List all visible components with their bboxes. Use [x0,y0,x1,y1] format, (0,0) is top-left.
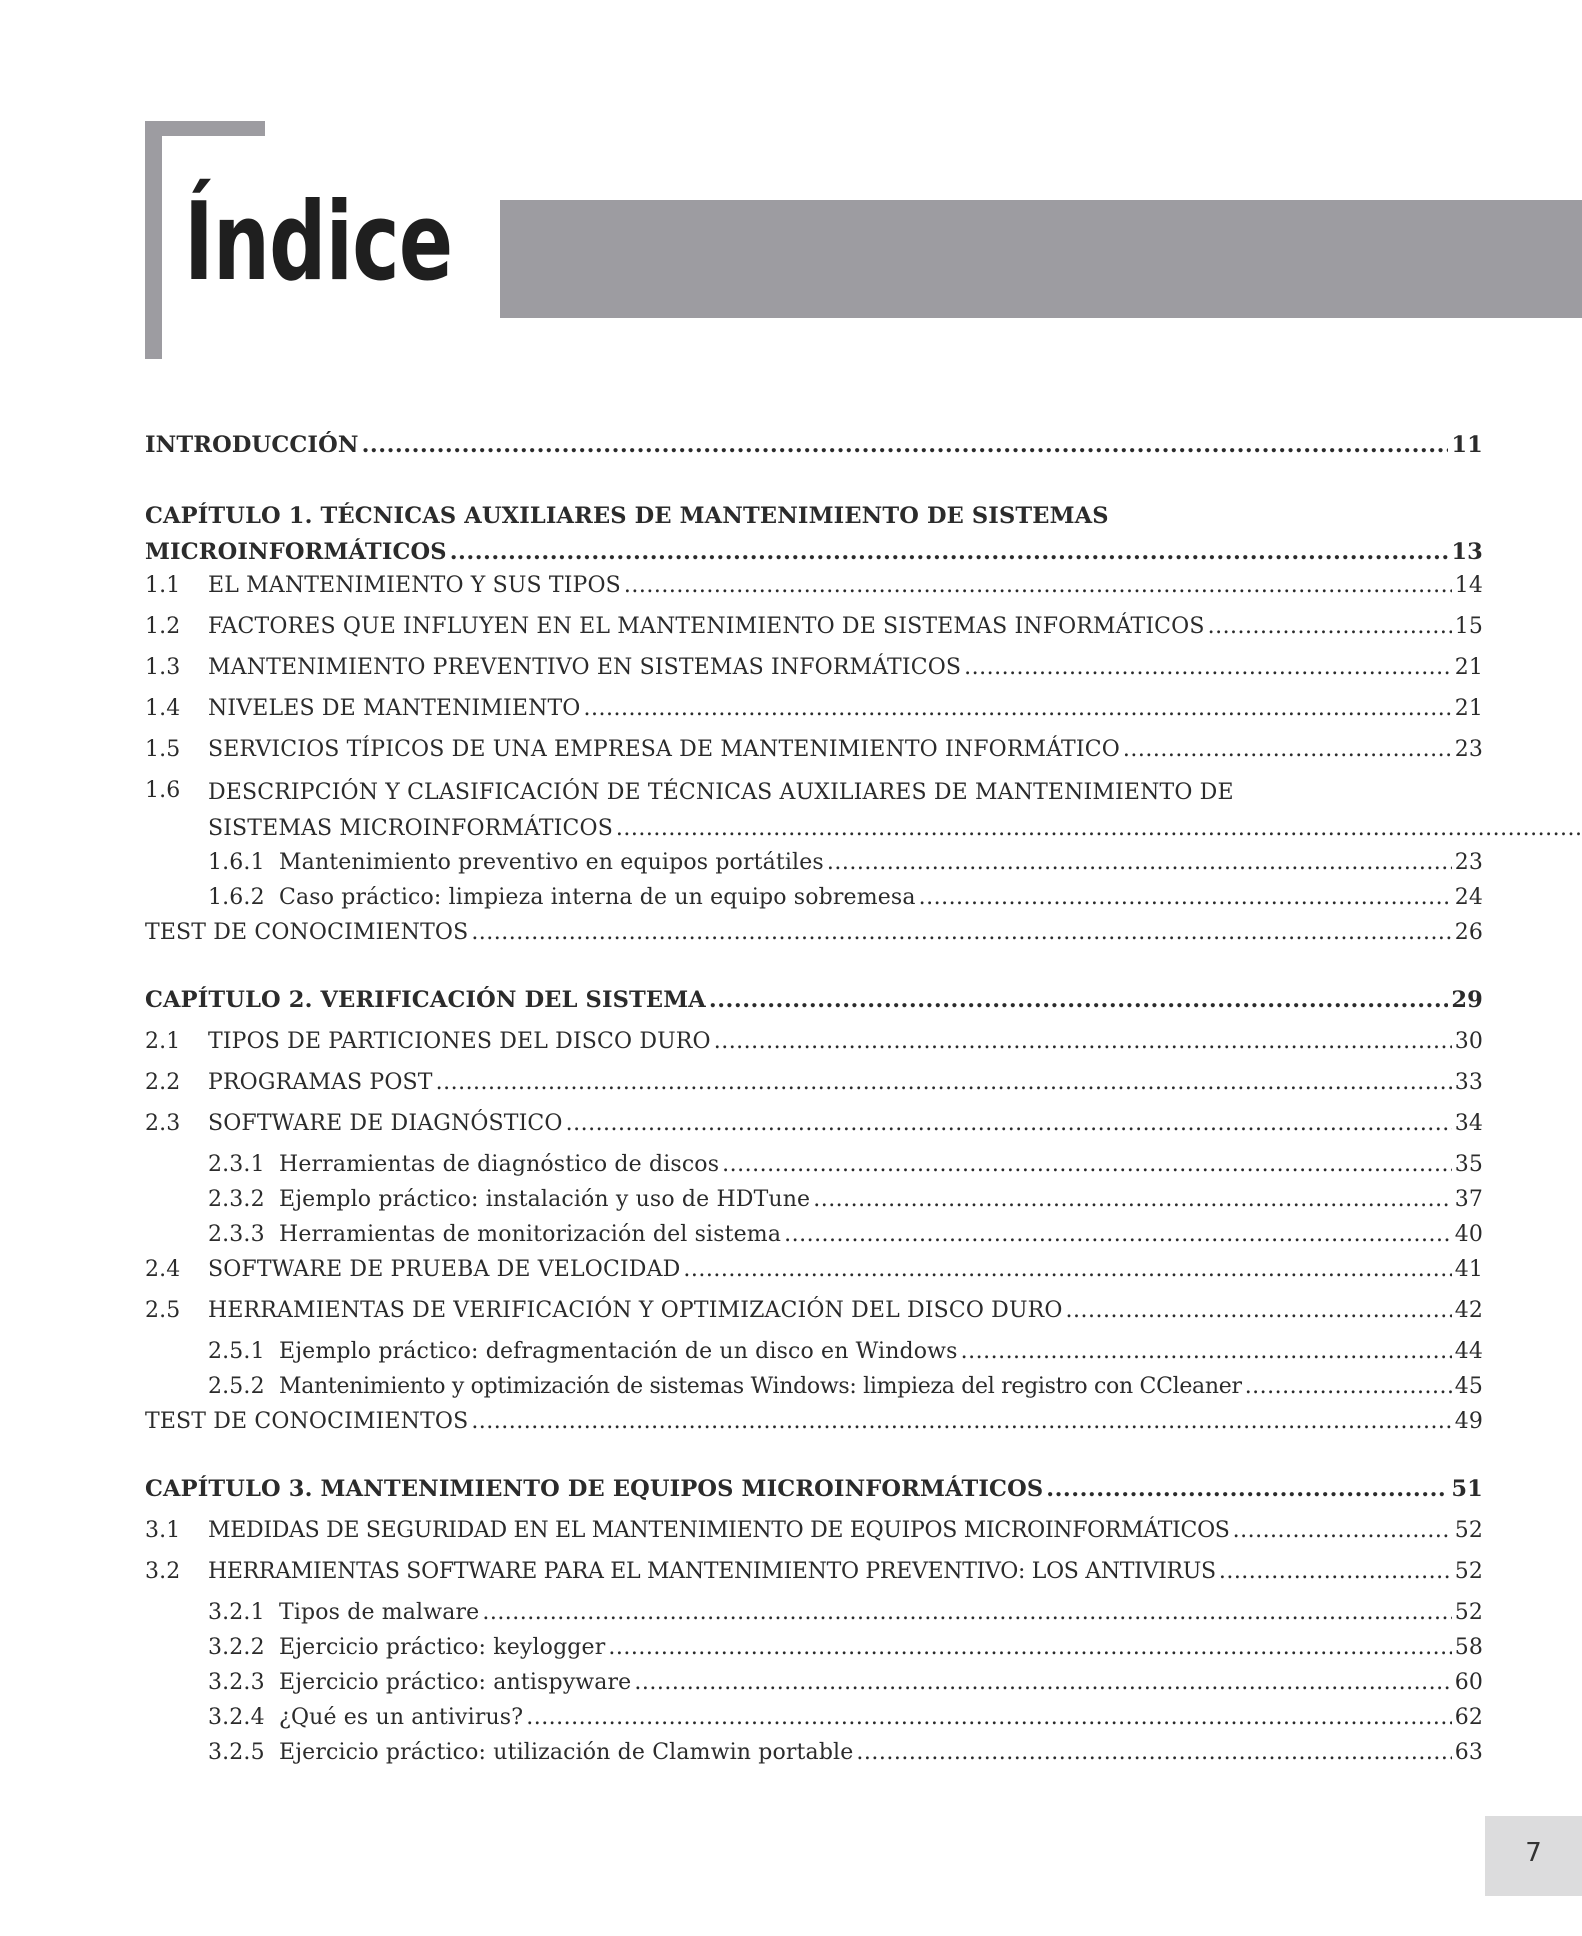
toc-subentry[interactable] [145,1597,1483,1632]
toc-entry-text: TIPOS DE PARTICIONES DEL DISCO DURO [208,1029,711,1054]
toc-entry[interactable] [145,775,1483,847]
page-title: Índice [184,180,453,305]
toc-entry-number: 2.3.2 [208,1187,265,1212]
toc-entry[interactable] [145,1295,1483,1336]
toc-leader-dots [1208,611,1452,642]
toc-leader-dots [362,430,1449,461]
toc-entry-page: 11 [1451,432,1483,458]
toc-leader-dots [471,917,1451,948]
toc-entry[interactable] [145,1026,1483,1067]
toc-entry[interactable] [145,1515,1483,1556]
toc-leader-dots [961,1336,1452,1367]
toc-entry-number: 2.5 [145,1298,181,1323]
toc-entry-page: 15 [1454,614,1483,639]
toc-entry-text: Ejercicio práctico: utilización de Clamwin portable [279,1740,854,1765]
toc-entry-page: 34 [1454,1111,1483,1136]
toc-leader-dots [566,1108,1452,1139]
toc-entry-page: 13 [1451,539,1483,565]
toc-entry-page: 60 [1454,1670,1483,1695]
toc-entry[interactable] [145,1254,1483,1295]
toc-entry-text: PROGRAMAS POST [208,1070,433,1095]
toc-leader-dots [714,1026,1452,1057]
toc-entry-number: 3.1 [145,1518,181,1543]
toc-entry-number: 2.3.1 [208,1152,265,1177]
toc-entry-page: 52 [1454,1518,1483,1543]
toc-entry-text: SOFTWARE DE DIAGNÓSTICO [208,1111,563,1136]
toc-leader-dots [1245,1371,1452,1402]
toc-leader-dots [1233,1515,1452,1546]
toc-chapter-title: CAPÍTULO 3. MANTENIMIENTO DE EQUIPOS MICROINFORMÁTICOS [145,1476,1044,1502]
toc-leader-dots [1046,1474,1448,1505]
toc-entry-number: 2.3 [145,1111,181,1136]
toc-entry-page: 58 [1454,1635,1483,1660]
toc-leader-dots [1219,1556,1452,1587]
toc-subentry[interactable] [145,882,1483,917]
toc-entry-number: 3.2.5 [208,1740,265,1765]
toc-entry-number: 1.3 [145,655,181,680]
toc-subentry[interactable] [145,1336,1483,1371]
toc-entry-page: 33 [1454,1070,1483,1095]
toc-entry-text: SOFTWARE DE PRUEBA DE VELOCIDAD [208,1257,681,1282]
toc-entry[interactable] [145,1556,1483,1597]
toc-entry-page: 44 [1454,1339,1483,1364]
toc-entry-text: TEST DE CONOCIMIENTOS [145,1409,469,1434]
toc-entry-text: MANTENIMIENTO PREVENTIVO EN SISTEMAS INFORMÁTICOS [208,655,962,680]
toc-entry-number: 1.6 [145,778,181,803]
toc-chapter-2[interactable] [145,985,1483,1026]
toc-entry[interactable] [145,570,1483,611]
toc-leader-dots [709,985,1449,1016]
toc-entry-page: 24 [1454,885,1483,910]
toc-leader-dots [813,1184,1452,1215]
toc-leader-dots [450,534,1449,570]
toc-entry-page: 42 [1454,1298,1483,1323]
toc-leader-dots [608,1632,1451,1663]
toc-entry-page: 29 [1451,987,1483,1013]
page-number-box [1485,1816,1582,1896]
toc-entry-page: 62 [1454,1705,1483,1730]
toc-entry-page: 23 [1454,737,1483,762]
toc-entry-page: 63 [1454,1740,1483,1765]
toc-leader-dots [634,1667,1451,1698]
toc-subentry[interactable] [145,1219,1483,1254]
toc-subentry[interactable] [145,1702,1483,1737]
toc-entry-page: 45 [1454,1374,1483,1399]
toc-entry-test[interactable] [145,917,1483,958]
toc-leader-dots [1123,734,1452,765]
toc-leader-dots [964,652,1452,683]
toc-entry-page: 30 [1454,1029,1483,1054]
toc-entry-number: 1.4 [145,696,181,721]
toc-entry-text: HERRAMIENTAS SOFTWARE PARA EL MANTENIMIENTO PREVENTIVO: LOS ANTIVIRUS [208,1559,1216,1584]
toc-entry-page: 40 [1454,1222,1483,1247]
toc-entry-number: 1.1 [145,573,181,598]
toc-leader-dots [482,1597,1451,1628]
toc-entry-text: EL MANTENIMIENTO Y SUS TIPOS [208,573,621,598]
toc-leader-dots [827,847,1452,878]
toc-entry-number: 3.2.4 [208,1705,265,1730]
toc-leader-dots [526,1702,1452,1733]
toc-entry-page: 51 [1451,1476,1483,1502]
toc-subentry[interactable] [145,1149,1483,1184]
toc-entry-text: DESCRIPCIÓN Y CLASIFICACIÓN DE TÉCNICAS AUXILIARES DE MANTENIMIENTO DE [208,780,1234,805]
toc-subentry[interactable] [145,847,1483,882]
toc-entry-page: 14 [1454,573,1483,598]
toc-entry-text: ¿Qué es un antivirus? [279,1705,524,1730]
toc-entry-page: 26 [1454,920,1483,945]
toc-entry-text-cont: SISTEMAS MICROINFORMÁTICOS [208,816,613,841]
toc-subentry[interactable] [145,1184,1483,1219]
toc-leader-dots [1066,1295,1452,1326]
toc-entry[interactable] [145,1108,1483,1149]
toc-entry-number: 1.5 [145,737,181,762]
toc-entry-text: HERRAMIENTAS DE VERIFICACIÓN Y OPTIMIZACIÓN DEL DISCO DURO [208,1298,1063,1323]
toc-entry-text: Ejemplo práctico: defragmentación de un disco en Windows [279,1339,958,1364]
toc-entry-text: FACTORES QUE INFLUYEN EN EL MANTENIMIENTO DE SISTEMAS INFORMÁTICOS [208,614,1205,639]
toc-entry-number: 2.3.3 [208,1222,265,1247]
toc-entry[interactable] [145,693,1483,734]
toc-leader-dots [919,882,1452,913]
toc-leader-dots [436,1067,1452,1098]
toc-entry-page: 49 [1454,1409,1483,1434]
toc-entry-text: Ejercicio práctico: antispyware [279,1670,632,1695]
toc-chapter-3[interactable] [145,1474,1483,1515]
toc-entry-introduccion[interactable] [145,430,1483,471]
toc-entry-text: Mantenimiento y optimización de sistemas Windows: limpieza del registro con CCleaner [279,1374,1242,1399]
toc-subentry[interactable] [145,1371,1483,1406]
header-gray-bar [500,200,1582,318]
toc-entry-text: Ejemplo práctico: instalación y uso de HDTune [279,1187,811,1212]
toc-entry-number: 1.2 [145,614,181,639]
toc-entry-text: MEDIDAS DE SEGURIDAD EN EL MANTENIMIENTO DE EQUIPOS MICROINFORMÁTICOS [208,1518,1230,1543]
toc-chapter-title: CAPÍTULO 1. TÉCNICAS AUXILIARES DE MANTENIMIENTO DE SISTEMAS [145,503,1109,529]
toc-entry-number: 2.4 [145,1257,181,1282]
toc-leader-dots [616,811,1582,847]
toc-entry-page: 52 [1454,1600,1483,1625]
toc-entry-number: 1.6.2 [208,885,265,910]
header-bracket-vertical [145,121,162,359]
toc-chapter-1[interactable] [145,498,1483,570]
toc-leader-dots [784,1219,1452,1250]
toc-entry[interactable] [145,734,1483,775]
toc-leader-dots [683,1254,1451,1285]
toc-entry-number: 3.2 [145,1559,181,1584]
toc-entry-text: Herramientas de monitorización del sistema [279,1222,782,1247]
toc-subentry[interactable] [145,1737,1483,1772]
toc-entry-number: 2.2 [145,1070,181,1095]
toc-entry-page: 35 [1454,1152,1483,1177]
toc-entry-number: 2.1 [145,1029,181,1054]
toc-entry[interactable] [145,1067,1483,1108]
toc-entry-page: 41 [1454,1257,1483,1282]
toc-entry-text: NIVELES DE MANTENIMIENTO [208,696,581,721]
toc-entry-number: 3.2.1 [208,1600,265,1625]
toc-entry-page: 23 [1454,850,1483,875]
toc-leader-dots [584,693,1452,724]
toc-chapter-title-cont: MICROINFORMÁTICOS [145,539,447,565]
toc-entry-text: Ejercicio práctico: keylogger [279,1635,606,1660]
toc-leader-dots [722,1149,1452,1180]
header-bracket-horizontal [145,121,265,136]
toc-entry-page: 37 [1454,1187,1483,1212]
toc-entry-text: TEST DE CONOCIMIENTOS [145,920,469,945]
toc-entry-text: Mantenimiento preventivo en equipos portátiles [279,850,824,875]
toc-entry-page: 52 [1454,1559,1483,1584]
toc-entry-text: SERVICIOS TÍPICOS DE UNA EMPRESA DE MANTENIMIENTO INFORMÁTICO [208,737,1120,762]
toc-entry-text: Herramientas de diagnóstico de discos [279,1152,720,1177]
toc-leader-dots [471,1406,1451,1437]
toc-chapter-title: CAPÍTULO 2. VERIFICACIÓN DEL SISTEMA [145,987,706,1013]
toc-entry-number: 1.6.1 [208,850,265,875]
toc-entry-number: 3.2.2 [208,1635,265,1660]
toc-subentry[interactable] [145,1632,1483,1667]
toc-entry-text: Tipos de malware [279,1600,480,1625]
toc-entry-number: 2.5.2 [208,1374,265,1399]
toc-leader-dots [856,1737,1451,1768]
toc-entry-number: 3.2.3 [208,1670,265,1695]
page-number: 7 [1525,1838,1542,1868]
toc-entry[interactable] [145,611,1483,652]
toc-entry-text: INTRODUCCIÓN [145,432,359,458]
toc-entry-test[interactable] [145,1406,1483,1447]
table-of-contents [145,430,1483,1772]
toc-entry-text: Caso práctico: limpieza interna de un equipo sobremesa [279,885,916,910]
toc-subentry[interactable] [145,1667,1483,1702]
toc-entry-page: 21 [1454,696,1483,721]
toc-entry-number: 2.5.1 [208,1339,265,1364]
toc-entry-page: 21 [1454,655,1483,680]
toc-entry[interactable] [145,652,1483,693]
toc-leader-dots [624,570,1452,601]
